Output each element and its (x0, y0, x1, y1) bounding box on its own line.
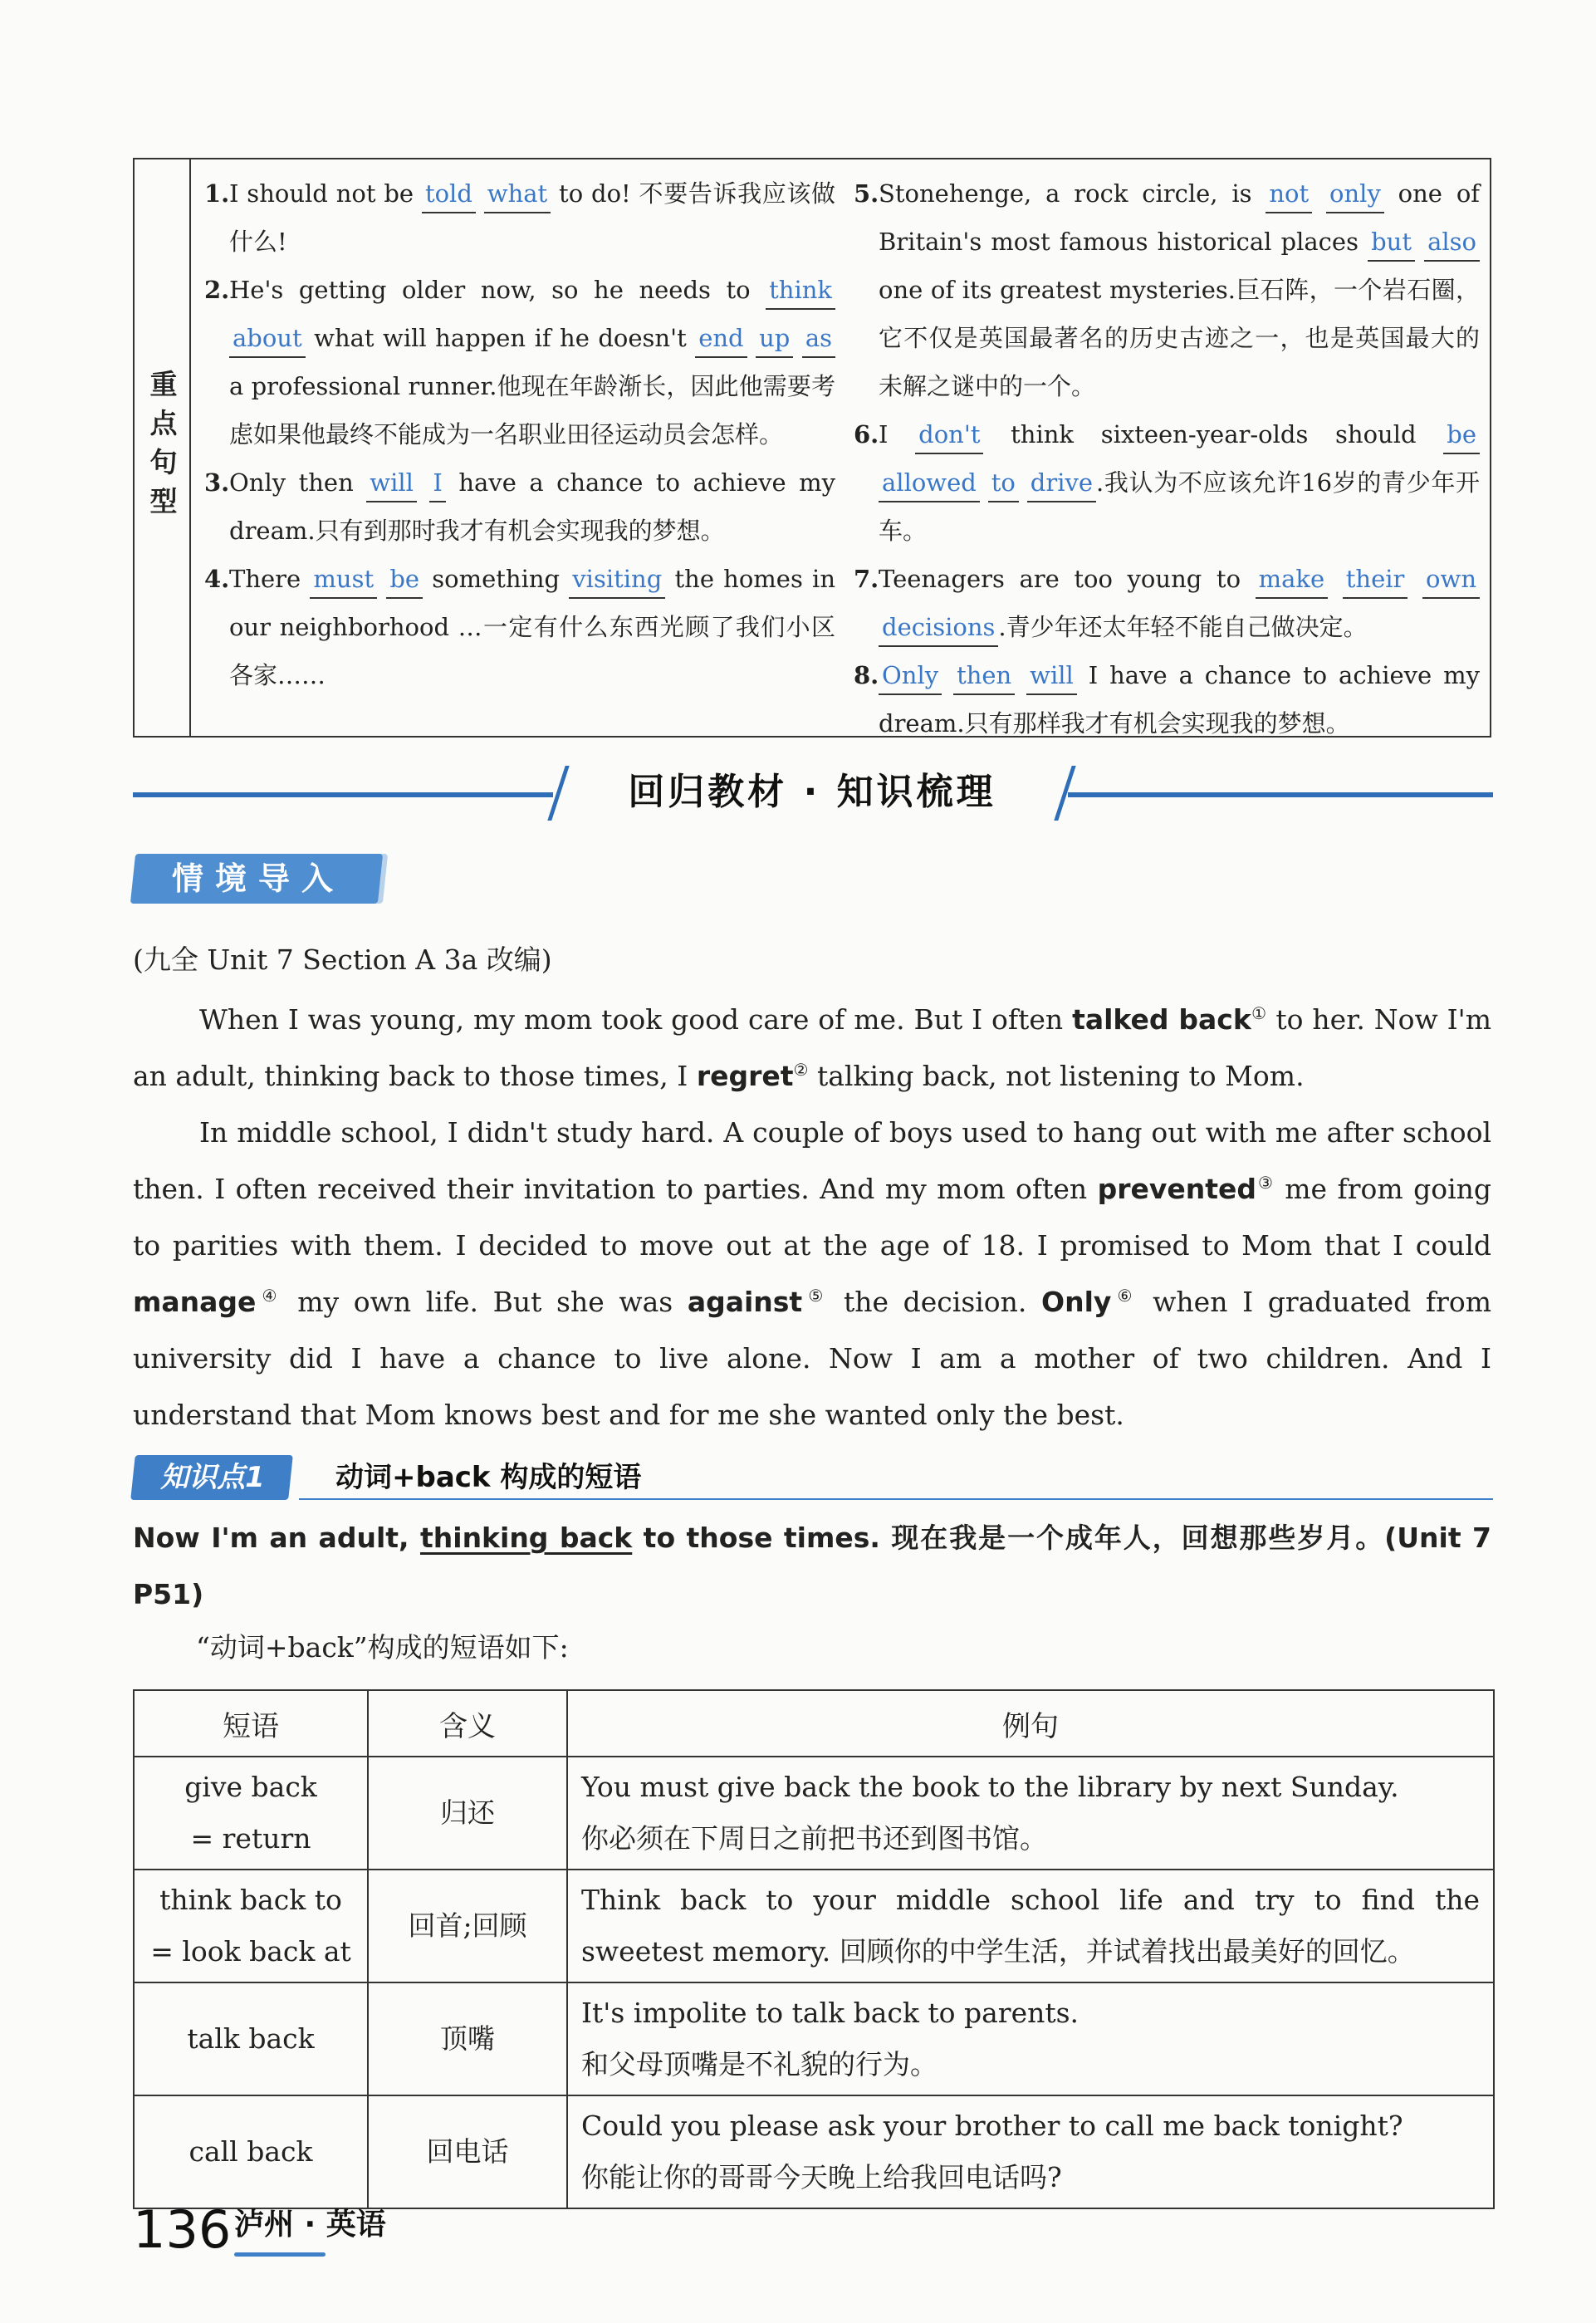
example-underlined-phrase: thinking back (419, 1522, 633, 1554)
passage-paragraph (133, 1105, 1491, 1443)
passage-keyword: manage (133, 1286, 257, 1318)
sentence-text (476, 179, 484, 208)
footnote-marker: ⑤ (802, 1286, 830, 1306)
key-sentence-number: 7. (854, 565, 879, 593)
page-label-underline (234, 2252, 326, 2257)
sentence-text (1328, 565, 1343, 593)
passage-keyword: prevented (1097, 1173, 1257, 1205)
knowledge-point-rule (299, 1498, 1493, 1500)
fill-blank-answer: will (366, 464, 417, 502)
fill-blank-answer: decisions (879, 609, 998, 647)
footnote-marker: ③ (1256, 1173, 1275, 1193)
knowledge-point-intro: “动词+back”构成的短语如下: (196, 1631, 569, 1664)
fill-blank-answer: then (953, 657, 1015, 695)
phrase-cell (134, 1757, 368, 1870)
header-phrase: 短语 (134, 1690, 368, 1757)
sentence-text (980, 468, 988, 497)
key-sentence-number: 8. (854, 661, 879, 689)
phrase-line: give back (184, 1771, 317, 1803)
fill-blank-answer: about (229, 320, 306, 358)
phrase-line: think back to (159, 1884, 342, 1916)
sentence-text: one of its greatest mysteries.巨石阵，一个岩石圈，它不仅是英国最著名的历史古迹之一，也是英国最大的未解之谜中的一个。 (879, 276, 1480, 400)
banner-rule-left (133, 792, 553, 797)
fill-blank-answer: make (1256, 561, 1329, 599)
sentence-text: He's getting older now, so he needs to (229, 276, 766, 304)
passage-text: When I was young, my mom took good care of me. But I often (199, 1003, 1073, 1036)
fill-blank-answer: what (484, 175, 551, 213)
sentence-text: what will happen if he doesn't (305, 324, 696, 352)
sentence-text: one of Britain's most famous historical places (879, 179, 1481, 256)
fill-blank-answer: I (429, 464, 445, 502)
fill-blank-answer: end (695, 320, 747, 358)
key-sentence-item (204, 266, 835, 458)
footnote-marker: ④ (256, 1286, 283, 1306)
sentence-text: .青少年还太年轻不能自己做决定。 (998, 613, 1368, 641)
key-sentence-item (204, 555, 835, 699)
key-sentence-item (204, 169, 835, 266)
fill-blank-answer: only (1326, 175, 1384, 213)
fill-blank-answer: be (386, 561, 423, 599)
example-cell (567, 1757, 1494, 1870)
passage-text: the decision. (829, 1286, 1042, 1318)
sentence-text (1408, 565, 1422, 593)
scenario-tag: 情境导入 (171, 860, 345, 897)
table-header-row (134, 1690, 1494, 1757)
example-cell (567, 2095, 1494, 2208)
meaning-cell: 归还 (368, 1757, 567, 1870)
sentence-text: a professional runner.他现在年龄渐长，因此他需要考虑如果他最终不能成为一名职业田径运动员会怎样。 (229, 372, 835, 448)
sentence-text: to do! 不要告诉我应该做什么! (229, 179, 836, 256)
key-sentence-number: 4. (204, 565, 230, 593)
passage-keyword: against (687, 1286, 803, 1318)
example-line: 和父母顶嘴是不礼貌的行为。 (581, 2048, 938, 2080)
sentence-text: Only then (229, 468, 367, 497)
sentence-text (942, 661, 953, 689)
sentence-text: something (423, 565, 570, 593)
sentence-text: Teenagers are too young to (879, 565, 1256, 593)
phrase-cell (134, 1870, 368, 1982)
fill-blank-answer: also (1424, 223, 1480, 262)
fill-blank-answer: not (1266, 175, 1312, 213)
section-banner-title: 回归教材 · 知识梳理 (628, 771, 996, 813)
sentence-text (1015, 661, 1026, 689)
key-sentences-tag (135, 159, 191, 736)
passage-text: talking back, not listening to Mom. (808, 1060, 1305, 1092)
key-sentence-number: 2. (204, 276, 230, 304)
header-example: 例句 (567, 1690, 1494, 1757)
knowledge-point-title: 动词+back 构成的短语 (335, 1461, 642, 1494)
passage-text: to her. Now I'm an adult, thinking back to those times, I (133, 1003, 1492, 1092)
example-line: You must give back the book to the library by next Sunday. (581, 1771, 1399, 1803)
sentence-text: I should not be (229, 179, 422, 208)
key-sentences-left-column (204, 169, 835, 699)
fill-blank-answer: Only (879, 657, 942, 695)
key-sentence-item (854, 410, 1480, 555)
phrase-table-body (134, 1757, 1494, 2208)
phrase-cell (134, 1982, 368, 2095)
sentence-text (1019, 468, 1027, 497)
example-line: Could you please ask your brother to call me back tonight? (581, 2110, 1403, 2142)
key-sentence-number: 5. (854, 179, 879, 208)
fill-blank-answer: be (1443, 416, 1480, 454)
fill-blank-answer: but (1368, 223, 1415, 262)
key-sentence-item (854, 651, 1480, 747)
sentence-text (793, 324, 801, 352)
key-sentences-right-column (854, 169, 1480, 747)
passage-keyword: regret (696, 1060, 794, 1092)
key-sentence-item (854, 169, 1480, 410)
footnote-marker: ② (793, 1060, 809, 1080)
key-sentences-box (133, 158, 1491, 738)
knowledge-point-example (133, 1510, 1491, 1623)
page-label: 泸州 · 英语 (234, 2208, 386, 2242)
phrase-line: call back (188, 2135, 313, 2168)
meaning-cell: 回首;回顾 (368, 1870, 567, 1982)
example-text-before: Now I'm an adult, (133, 1522, 420, 1554)
scenario-passage (133, 992, 1491, 1443)
key-sentence-item (204, 458, 835, 555)
key-sentence-item (854, 555, 1480, 651)
fill-blank-answer: told (422, 175, 476, 213)
passage-keyword: talked back (1072, 1003, 1251, 1036)
passage-text: when I graduated from university did I have a chance to live alone. Now I am a mother of two children. And I understand that Mom knows best and for me she wanted only the best. (133, 1286, 1492, 1431)
passage-text: In middle school, I didn't study hard. A couple of boys used to hang out with me after school then. I often received their invitation to parties. And my mom often (133, 1116, 1491, 1205)
sentence-text (747, 324, 756, 352)
table-row (134, 1870, 1494, 1982)
banner-rule-right (1068, 792, 1493, 797)
sentence-text (377, 565, 386, 593)
example-line: 你必须在下周日之前把书还到图书馆。 (581, 1822, 1047, 1855)
example-line: 你能让你的哥哥今天晚上给我回电话吗? (581, 2161, 1062, 2193)
phrase-cell (134, 2095, 368, 2208)
example-cell (567, 1870, 1494, 1982)
fill-blank-answer: drive (1027, 464, 1096, 502)
key-sentence-number: 1. (204, 179, 230, 208)
sentence-text: I have a chance to achieve my dream.只有那样我才有机会实现我的梦想。 (879, 661, 1481, 738)
fill-blank-answer: to (988, 464, 1019, 502)
fill-blank-answer: must (310, 561, 377, 599)
knowledge-point-badge: 知识点1 (160, 1461, 265, 1494)
table-row (134, 1982, 1494, 2095)
phrase-line: talk back (187, 2022, 315, 2055)
sentence-text: the homes in our neighborhood …一定有什么东西光顾了我们小区各家…… (229, 565, 835, 689)
sentence-text (1312, 179, 1326, 208)
phrase-line: = look back at (150, 1935, 351, 1968)
table-row (134, 2095, 1494, 2208)
fill-blank-answer: up (756, 320, 793, 358)
example-cell (567, 1982, 1494, 2095)
table-row (134, 1757, 1494, 1870)
fill-blank-answer: will (1026, 657, 1077, 695)
sentence-text: There (229, 565, 311, 593)
key-sentence-number: 3. (204, 468, 230, 497)
phrase-table (133, 1689, 1495, 2209)
key-sentence-number: 6. (854, 420, 879, 448)
sentence-text: I (879, 420, 916, 448)
header-meaning: 含义 (368, 1690, 567, 1757)
page-number: 136 (133, 2199, 232, 2260)
fill-blank-answer: allowed (879, 464, 980, 502)
phrase-line: = return (190, 1822, 311, 1855)
fill-blank-answer: their (1343, 561, 1408, 599)
example-line: It's impolite to talk back to parents. (581, 1997, 1080, 2029)
key-sentences-tag-text: 重点句型 (145, 370, 179, 526)
footnote-marker: ① (1251, 1003, 1267, 1023)
sentence-text (1415, 228, 1424, 256)
passage-text: me from going to parities with them. I decided to move out at the age of 18. I promised to Mom that I could (133, 1173, 1491, 1262)
passage-text: my own life. But she was (282, 1286, 688, 1318)
fill-blank-answer: visiting (569, 561, 665, 599)
example-line: Think back to your middle school life and try to find the sweetest memory. 回顾你的中学生活，并试着找出最美好的回忆。 (581, 1884, 1480, 1968)
sentence-text: think sixteen-year-olds should (983, 420, 1444, 448)
passage-keyword: Only (1041, 1286, 1112, 1318)
sentence-text: Stonehenge, a rock circle, is (879, 179, 1266, 208)
sentence-text: .我认为不应该允许16岁的青少年开车。 (879, 468, 1481, 545)
scenario-source: (九全 Unit 7 Section A 3a 改编) (133, 943, 552, 976)
sentence-text: have a chance to achieve my dream.只有到那时我才有机会实现我的梦想。 (229, 468, 836, 545)
passage-paragraph (133, 992, 1491, 1105)
example-text-after: to those times. 现在我是一个成年人，回想那些岁月。(Unit 7 P51) (133, 1522, 1491, 1610)
meaning-cell: 回电话 (368, 2095, 567, 2208)
footnote-marker: ⑥ (1111, 1286, 1138, 1306)
fill-blank-answer: don't (915, 416, 983, 454)
fill-blank-answer: own (1422, 561, 1480, 599)
sentence-text (417, 468, 429, 497)
fill-blank-answer: as (802, 320, 835, 358)
fill-blank-answer: think (766, 272, 835, 310)
meaning-cell: 顶嘴 (368, 1982, 567, 2095)
